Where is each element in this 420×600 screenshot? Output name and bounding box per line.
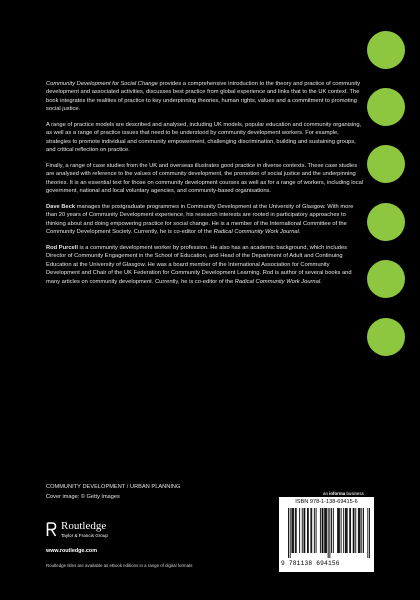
cover-credit: Cover image: © Getty Images [46,494,120,500]
barcode-bar [360,508,361,553]
author-bio-beck [46,203,364,237]
green-dot-icon [367,318,405,356]
author-name: Rod Purcell [46,245,78,252]
green-dot-icon [367,31,405,69]
publisher-logo [46,521,166,551]
barcode-bar [316,508,317,553]
barcode-bar [290,508,291,558]
green-dot-icon [367,145,405,183]
author-bio: manages the postgraduate programmes in Community Development at the University of Glasgow. With more than 20 years of Community Development experience, his research interests are rooted in participatory approaches to thinking about and doing empowering practice for social change. He is a member of the International Committee of the Community Development Society. Currently, he is co-editor of the [46,204,354,236]
barcode-bar [363,508,364,553]
barcode-bar [358,508,359,553]
barcode-bar [346,508,347,553]
blurb-paragraph-2: A range of practice models are described and analysed, including UK models, popular education and community organising, as well as a range of practice issues that need to be understood by community development workers. For example, strategies to promote individual and community empowerment, challenging discrimination, building and sustaining groups, and critical reflection on practice. [46,122,362,154]
publisher-group: Taylor & Francis Group [61,533,108,538]
barcode-bar [304,508,305,553]
informa-tagline [323,491,364,496]
barcode-bar [359,508,360,553]
barcode-bar [329,508,330,558]
barcode-bar [292,508,293,553]
publisher-name: Routledge [61,520,107,532]
book-title-inline: Community Development for Social Change [46,81,158,87]
journal-title: Radical Community Work Journal [213,229,299,236]
bio-end: . [320,278,322,285]
barcode-bar [331,508,332,553]
barcode-bar [322,508,323,553]
barcode-bar [343,508,344,553]
barcode-bar [293,508,294,553]
blurb-p1-body: provides a comprehensive introduction to the theory and practice of community development and associated activities, discusses best practice from global experience and links that to the UK context. The book integrates the realities of practice to key underpinning theories, human rights, values and a commitment to promoting social justice. [46,81,361,113]
barcode-bar [361,508,362,553]
barcode-bar [324,508,325,553]
barcode [288,508,370,558]
barcode-bar [338,508,339,553]
barcode-bar [328,508,329,558]
routledge-r-logo-icon [46,522,57,537]
barcode-panel [279,497,374,572]
barcode-bar [325,508,326,553]
barcode-bar [310,508,311,553]
barcode-bar [347,508,348,553]
informa-suffix: business [345,491,364,496]
barcode-bar [326,508,327,553]
barcode-bar [349,508,350,553]
barcode-bar [354,508,355,553]
green-dot-icon [367,203,405,241]
barcode-bar [291,508,292,553]
isbn-label: ISBN 978-1-138-69415-6 [295,499,358,505]
author-bio: is a community development worker by profession. He also has an academic background, which includes Director of Community Engagement in the School of Education, and Head of the Department of Adult and Continuing Education at the University of Glasgow. He was a board member of the International Association for Community Development and Chair of the UK Federation for Community Development Learning. Rod is author of several books and many articles on community development. Currently, he is co-editor of the [46,245,352,285]
barcode-bar [299,508,300,553]
barcode-bar [288,508,289,558]
barcode-bar [355,508,356,553]
barcode-bar [367,508,368,558]
barcode-bar [296,508,297,553]
informa-prefix: an [323,491,330,496]
barcode-bar [345,508,346,553]
publisher-website: www.routledge.com [46,548,98,554]
barcode-bar [302,508,303,553]
green-dot-icon [367,88,405,126]
bio-end: . [298,229,301,236]
barcode-bar [307,508,308,553]
author-name: Dave Beck [46,204,76,211]
informa-brand: informa [329,491,346,496]
barcode-bar [295,508,296,553]
blurb-paragraph-1 [46,80,364,114]
barcode-bar [369,508,370,558]
barcode-bar [304,508,305,553]
journal-title: Radical Community Work Journal [234,278,321,285]
barcode-bar [314,508,315,553]
barcode-bar [350,508,351,553]
barcode-bar [353,508,354,553]
barcode-bar [337,508,338,553]
author-bio-purcell [46,244,364,286]
barcode-bar [320,508,321,553]
barcode-bar [323,508,324,553]
barcode-digits: 9 781138 694156 [281,560,340,567]
barcode-bar [311,508,312,553]
barcode-bar [341,508,342,553]
barcode-bar [339,508,340,553]
blurb-text [46,80,364,293]
subject-category: COMMUNITY DEVELOPMENT / URBAN PLANNING [46,484,181,490]
blurb-paragraph-3: Finally, a range of case studies from the UK and overseas illustrates good practice in diverse contexts. These case studies are analysed with reference to the values of community development, the promotion of social justice and the underpinning theories. It is an essential text for those on community development courses as well as for a range of workers, including local government, national and local voluntary agencies, and community-based organisations. [46,163,364,195]
ebook-note: Routledge titles are available as eBook editions in a range of digital formats [46,563,193,568]
barcode-bar [333,508,334,553]
barcode-bar [308,508,309,553]
green-dot-icon [367,260,405,298]
